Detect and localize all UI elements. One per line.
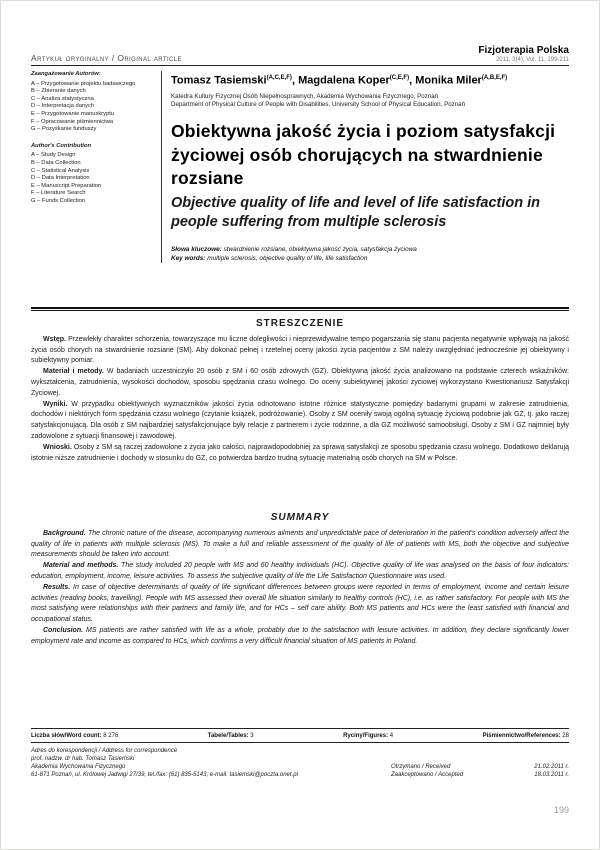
article-title-en: Objective quality of life and level of life satisfaction in people suffering from multiple sclerosis [171, 194, 541, 231]
paragraph-lead: Conclusion. [43, 626, 84, 634]
author-contribution-legend [31, 71, 161, 263]
paragraph-lead: Wyniki. [43, 400, 68, 408]
review-dates [391, 763, 569, 779]
journal-name: Fizjoterapia Polska [478, 45, 569, 56]
abstract-paragraph [31, 400, 569, 443]
article-metrics-row [31, 728, 569, 743]
abstract-paragraph [31, 443, 569, 465]
journal-identity [478, 45, 569, 63]
abstract-paragraph [31, 367, 569, 399]
accepted-label: Zaakceptowano / Accepted [391, 772, 464, 778]
contrib-item: E – Przygotowanie manuskryptu [31, 110, 115, 117]
paragraph-text: In case of objective determinants of quality of life significant differences between groups were reported in terms of employment, income and certain leisure activities (reading books, travelling). People with MS assessed their overall life situation similarly to healthy controls (HC), i.e. as rather satisfactory. For people with MS the most satisfying were relationships with their partners and family life, and for HCs – self care ability. Both MS patients and HCs were the least satisfied with financial and occupational status. [31, 583, 569, 624]
author-separator: , [291, 74, 299, 87]
contrib-item: G – Funds Collection [31, 197, 86, 204]
contrib-item: F – Literature Search [31, 190, 86, 197]
abstract-polish [31, 319, 569, 464]
page-header [31, 45, 569, 63]
correspondence-line: prof. nadzw. dr hab. Tomasz Tasiemski [31, 756, 135, 762]
abstract-paragraph [31, 626, 569, 648]
author-contrib-codes: (A,C,E,F) [266, 75, 292, 81]
abstract-heading-en: SUMMARY [270, 512, 330, 523]
keywords-pl [171, 245, 569, 254]
references-label: Piśmiennictwo/References: [482, 732, 561, 739]
keywords-block [171, 245, 569, 263]
word-count [31, 732, 118, 740]
tables-value: 3 [250, 732, 254, 739]
author-contrib-codes: (A,B,E,F) [481, 75, 508, 81]
keywords-label-pl: Słowa kluczowe: [171, 245, 222, 253]
contrib-item: F – Opracowanie piśmiennictwa [31, 118, 114, 125]
paragraph-lead: Wnioski. [43, 443, 72, 451]
word-count-value: 8 276 [103, 732, 119, 739]
paragraph-lead: Results. [43, 583, 71, 591]
received-row [391, 763, 569, 771]
title-block [31, 71, 569, 263]
received-label: Otrzymano / Received [391, 764, 451, 770]
author-contrib-codes: (C,E,F) [389, 75, 410, 81]
paragraph-text: Osoby z SM są raczej zadowolone z życia jako całości, najprawdopodobniej za sprawą satysfakcji ze sposobu spędzania czasu wolnego. Dodatkowo deklarują istotnie niższe zatrudnienie i dochody w stosunku do GZ, co potwierdza bardzo trudną sytuację materialną osób chorych na SM w Polsce. [31, 443, 569, 462]
page-number: 199 [553, 805, 569, 815]
author-line [171, 71, 569, 88]
paragraph-lead: Wstęp. [43, 335, 66, 343]
author-name: Monika Miler [415, 74, 482, 87]
paragraph-text: Przewlekły charakter schorzenia, towarzyszące mu liczne dolegliwości i nieprzewidywalne tempo pogarszania się stanu pacjenta negatywnie wpływają na jakość życia osób chorych na stwardnienie rozsiane (SM). Aby dokonać pełnej i rzetelnej oceny jakości życia pacjentów z SM należy uwzględniać jednocześnie jej obiektywny i subiektywny pomiar. [31, 335, 569, 365]
keywords-en [171, 254, 569, 263]
keywords-label-en: Key words: [171, 254, 206, 262]
abstract-paragraph [31, 529, 569, 561]
contrib-item: C – Analiza statystyczna [31, 95, 94, 102]
journal-citation: 2011; 3(4); Vol. 11, 199-211 [495, 57, 569, 63]
keywords-value-en: multiple sclerosis, objective quality of life, life satisfaction [205, 254, 368, 262]
word-count-label: Liczba słów/Word count: [31, 732, 102, 739]
paragraph-lead: Background. [43, 529, 86, 537]
accepted-row [391, 771, 569, 779]
abstract-paragraph [31, 583, 569, 626]
tables-count [208, 732, 254, 740]
paragraph-lead: Material and methods. [43, 562, 119, 570]
abstract-english [31, 513, 569, 648]
affiliation-en: Department of Physical Culture of People with Disabilities, University School of Physical Education, Poznań [171, 100, 466, 108]
keywords-value-pl: stwardnienie rozsiane, obiektywna jakość życia, satysfakcja życiowa [221, 245, 417, 253]
abstract-paragraph [31, 335, 569, 367]
paragraph-text: MS patients are rather satisfied with life as a whole, probably due to the satisfaction with leisure activities. In addition, they declare significantly lower employment rate and income as compared to HCs, which confirms a very difficult financial situation of MS patients in Poland. [31, 626, 569, 645]
article-heading-column [162, 71, 569, 263]
contrib-item: D – Interpretacja danych [31, 103, 95, 110]
figures-count [343, 732, 393, 740]
abstract-heading-pl: STRESZCZENIE [255, 318, 345, 329]
contrib-item: B – Zbieranie danych [31, 88, 86, 95]
article-type-label: Artykuł oryginalny / Original article [31, 53, 182, 63]
affiliation-pl: Katedra Kultury Fizycznej Osób Niepełnosprawnych, Akademia Wychowania Fizycznego, Poznań [171, 92, 439, 100]
contrib-heading-pl: Zaangażowanie Autorów: [31, 71, 101, 77]
accepted-date: 18.03.2011 r. [534, 772, 569, 778]
header-divider [31, 65, 569, 66]
article-title-pl: Obiektywna jakość życia i poziom satysfakcji życiowej osób chorujących na stwardnienie rozsiane [171, 121, 556, 189]
contrib-item: G – Pozyskanie funduszy [31, 126, 97, 133]
section-divider [31, 307, 569, 311]
correspondence-heading: Adres do korespondencji / Address for correspondence [31, 748, 178, 754]
contrib-item: C – Statistical Analysis [31, 167, 90, 174]
correspondence-line: Akademia Wychowania Fizycznego [31, 764, 126, 770]
figures-value: 4 [389, 732, 394, 739]
references-count [483, 732, 569, 740]
author-name: Tomasz Tasiemski [171, 74, 267, 87]
paragraph-text: The chronic nature of the disease, accompanying numerous ailments and unpredictable pace of deterioration in the patient's condition adversely affect the quality of life in patients with multiple sclerosis (MS). To make a full and reliable assessment of the quality of life of patients with MS, both the objective and subjective measurements should be taken into account. [31, 529, 569, 559]
paragraph-lead: Materiał i metody. [43, 368, 104, 376]
tables-label: Tabele/Tables: [207, 732, 249, 739]
author-name: Magdalena Koper [298, 74, 390, 87]
correspondence-line: 61-871 Poznań, ul. Królowej Jadwigi 27/39, tel./fax: (61) 835-5143, e-mail: tasiemski@poczta.onet.pl [31, 772, 298, 778]
contrib-item: B – Data Collection [31, 159, 81, 166]
contrib-heading-en: Author's Contribution [31, 142, 91, 149]
received-date: 21.02.2011 r. [534, 764, 569, 770]
affiliations [171, 93, 569, 109]
correspondence-block [31, 747, 569, 779]
contrib-item: D – Data Interpretation [31, 175, 90, 182]
contrib-item: E – Manuscript Preparation [31, 182, 102, 189]
figures-label: Ryciny/Figures: [343, 732, 389, 739]
contrib-item: A – Study Design [31, 152, 76, 159]
paragraph-text: W badaniach uczestniczyło 20 osób z SM i 60 osób zdrowych (GZ). Obiektywną jakość życia analizowano na podstawie czterech wskaźników: wykształcenia, zatrudnienia, wysokości dochodów, sposobu spędzania czasu wolnego. Do oceny subiektywnej jakości życiowej wykorzystano Kwestionariusz Satysfakcji Życiowej. [31, 368, 569, 397]
author-separator: , [409, 74, 416, 87]
paragraph-text: The study included 20 people with MS and 60 healthy individuals (HC). Objective quality of life was analysed on the basis of four indicators: education, employment, income, leisure activities. To assess the subjective quality of life the Life Satisfaction Questionnaire was used. [31, 562, 569, 580]
paragraph-text: W przypadku obiektywnych wyznaczników jakości życia odnotowano istotne różnice statystyczne pomiędzy badanymi grupami w zakresie zatrudnienia, dochodów i niektórych form spędzania czasu wolnego (czytanie książek, podróżowanie). Osoby z SM oceniły swoją ogólną sytuację życiową podobnie jak GZ, tj. jako raczej satysfakcjonującą. Dla osób z SM najbardziej satysfakcjonujące były relacje z partnerem i życie rodzinne, a dla GZ możliwość samoobsługi. Osoby z SM i GZ najmniej były zadowolone z sytuacji finansowej i zawodowej. [31, 400, 569, 440]
contrib-item: A – Przygotowanie projektu badawczego [31, 80, 136, 87]
references-value: 28 [562, 732, 569, 739]
abstract-paragraph [31, 561, 569, 583]
